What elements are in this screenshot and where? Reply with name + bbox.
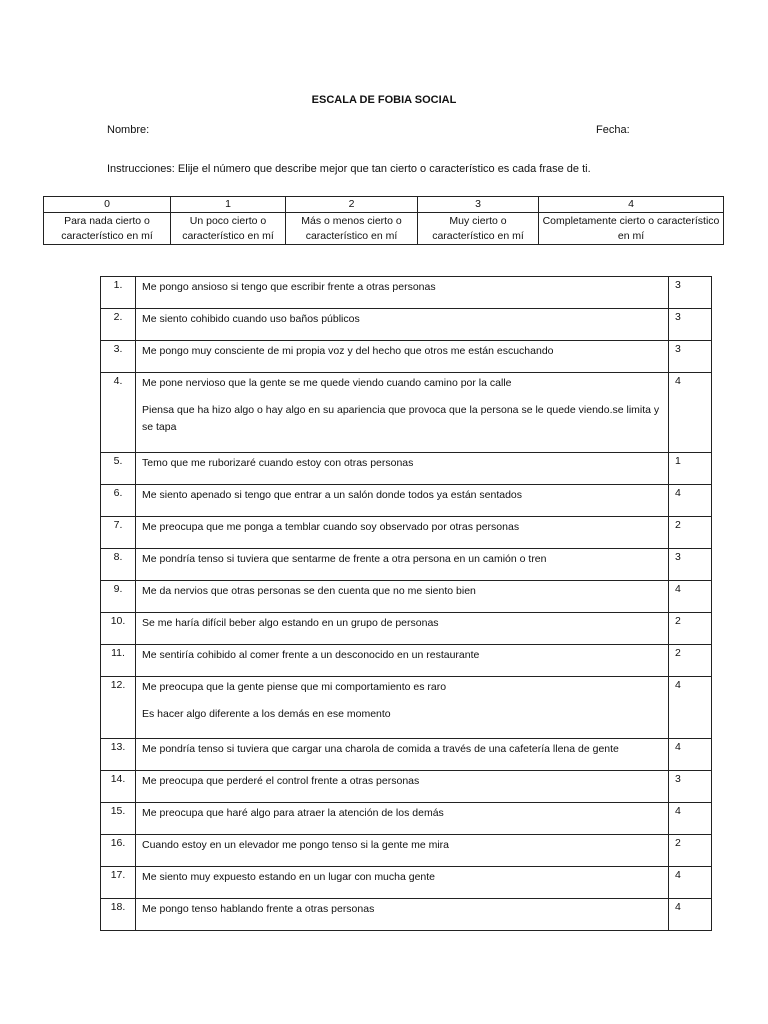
item-score: 2 [669, 517, 712, 549]
item-score: 2 [669, 613, 712, 645]
scale-description: Muy cierto o característico en mí [418, 213, 539, 245]
table-row [101, 771, 712, 803]
item-text: Cuando estoy en un elevador me pongo tenso si la gente me mira [142, 839, 450, 851]
scale-number: 3 [418, 197, 539, 213]
table-row [101, 341, 712, 373]
item-statement [136, 341, 669, 373]
item-text: Me preocupa que perderé el control frente a otras personas [142, 775, 420, 787]
items-table [100, 276, 712, 931]
scale-descriptions-row [44, 213, 724, 245]
item-number: 17. [101, 867, 136, 899]
item-statement [136, 581, 669, 613]
item-text: Me pongo tenso hablando frente a otras personas [142, 903, 375, 915]
item-score: 3 [669, 771, 712, 803]
table-row [101, 613, 712, 645]
item-statement [136, 613, 669, 645]
item-text: Temo que me ruborizaré cuando estoy con otras personas [142, 457, 414, 469]
item-number: 8. [101, 549, 136, 581]
item-number: 7. [101, 517, 136, 549]
item-score: 3 [669, 341, 712, 373]
item-text: Me sentiría cohibido al comer frente a un desconocido en un restaurante [142, 649, 480, 661]
item-text: Me siento cohibido cuando uso baños públicos [142, 313, 360, 325]
item-statement [136, 803, 669, 835]
item-number: 3. [101, 341, 136, 373]
item-statement [136, 277, 669, 309]
item-score: 4 [669, 485, 712, 517]
scale-description: Completamente cierto o característico en mí [539, 213, 724, 245]
table-row [101, 581, 712, 613]
scale-numbers-row [44, 197, 724, 213]
item-number: 11. [101, 645, 136, 677]
item-statement [136, 453, 669, 485]
item-text: Me pone nervioso que la gente se me quede viendo cuando camino por la calle [142, 377, 512, 389]
instructions-text: Instrucciones: Elije el número que describe mejor que tan cierto o característico es cada frase de ti. [107, 163, 591, 175]
table-row [101, 645, 712, 677]
item-score: 3 [669, 309, 712, 341]
item-text: Me preocupa que me ponga a temblar cuando soy observado por otras personas [142, 521, 520, 533]
table-row [101, 867, 712, 899]
rating-scale-table [43, 196, 724, 245]
item-statement [136, 677, 669, 739]
table-row [101, 373, 712, 453]
table-row [101, 803, 712, 835]
item-statement [136, 517, 669, 549]
scale-number: 0 [44, 197, 171, 213]
item-text: Me da nervios que otras personas se den cuenta que no me siento bien [142, 585, 476, 597]
item-score: 4 [669, 867, 712, 899]
item-number: 10. [101, 613, 136, 645]
item-number: 2. [101, 309, 136, 341]
item-number: 9. [101, 581, 136, 613]
scale-number: 1 [171, 197, 286, 213]
item-text: Me pongo muy consciente de mi propia voz y del hecho que otros me están escuchando [142, 345, 554, 357]
table-row [101, 309, 712, 341]
table-row [101, 277, 712, 309]
item-number: 12. [101, 677, 136, 739]
table-row [101, 485, 712, 517]
item-text: Me preocupa que la gente piense que mi comportamiento es raro [142, 681, 447, 693]
table-row [101, 899, 712, 931]
item-number: 6. [101, 485, 136, 517]
item-text: Me pondría tenso si tuviera que sentarme de frente a otra persona en un camión o tren [142, 553, 547, 565]
item-score: 4 [669, 373, 712, 453]
table-row [101, 549, 712, 581]
scale-description: Para nada cierto o característico en mí [44, 213, 171, 245]
item-number: 5. [101, 453, 136, 485]
item-text: Se me haría difícil beber algo estando en un grupo de personas [142, 617, 439, 629]
table-row [101, 835, 712, 867]
scale-number: 2 [286, 197, 418, 213]
table-row [101, 739, 712, 771]
item-number: 15. [101, 803, 136, 835]
item-score: 4 [669, 899, 712, 931]
item-statement [136, 645, 669, 677]
name-label: Nombre: [107, 124, 150, 136]
item-statement [136, 771, 669, 803]
scale-description: Más o menos cierto o característico en mí [286, 213, 418, 245]
item-score: 1 [669, 453, 712, 485]
item-score: 2 [669, 835, 712, 867]
item-score: 2 [669, 645, 712, 677]
table-row [101, 517, 712, 549]
item-score: 4 [669, 803, 712, 835]
scale-description: Un poco cierto o característico en mí [171, 213, 286, 245]
document-title: ESCALA DE FOBIA SOCIAL [311, 94, 457, 106]
item-statement [136, 835, 669, 867]
item-number: 18. [101, 899, 136, 931]
item-text: Me siento muy expuesto estando en un lugar con mucha gente [142, 871, 436, 883]
item-statement [136, 549, 669, 581]
item-number: 13. [101, 739, 136, 771]
scale-number: 4 [539, 197, 724, 213]
item-score: 4 [669, 581, 712, 613]
item-statement [136, 867, 669, 899]
item-number: 16. [101, 835, 136, 867]
date-label: Fecha: [596, 124, 630, 136]
item-statement [136, 485, 669, 517]
item-text: Me pondría tenso si tuviera que cargar una charola de comida a través de una cafetería llena de gente [142, 743, 619, 755]
table-row [101, 677, 712, 739]
table-row [101, 453, 712, 485]
item-score: 4 [669, 677, 712, 739]
item-note: Piensa que ha hizo algo o hay algo en su apariencia que provoca que la persona se le quede viendo.se limita y se tapa [142, 404, 660, 433]
item-note: Es hacer algo diferente a los demás en ese momento [142, 708, 391, 720]
item-text: Me preocupa que haré algo para atraer la atención de los demás [142, 807, 444, 819]
item-text: Me siento apenado si tengo que entrar a un salón donde todos ya están sentados [142, 489, 523, 501]
item-statement [136, 739, 669, 771]
item-number: 14. [101, 771, 136, 803]
item-number: 1. [101, 277, 136, 309]
item-number: 4. [101, 373, 136, 453]
item-score: 3 [669, 549, 712, 581]
item-statement [136, 373, 669, 453]
item-statement [136, 309, 669, 341]
item-score: 4 [669, 739, 712, 771]
item-score: 3 [669, 277, 712, 309]
item-text: Me pongo ansioso si tengo que escribir frente a otras personas [142, 281, 436, 293]
item-statement [136, 899, 669, 931]
